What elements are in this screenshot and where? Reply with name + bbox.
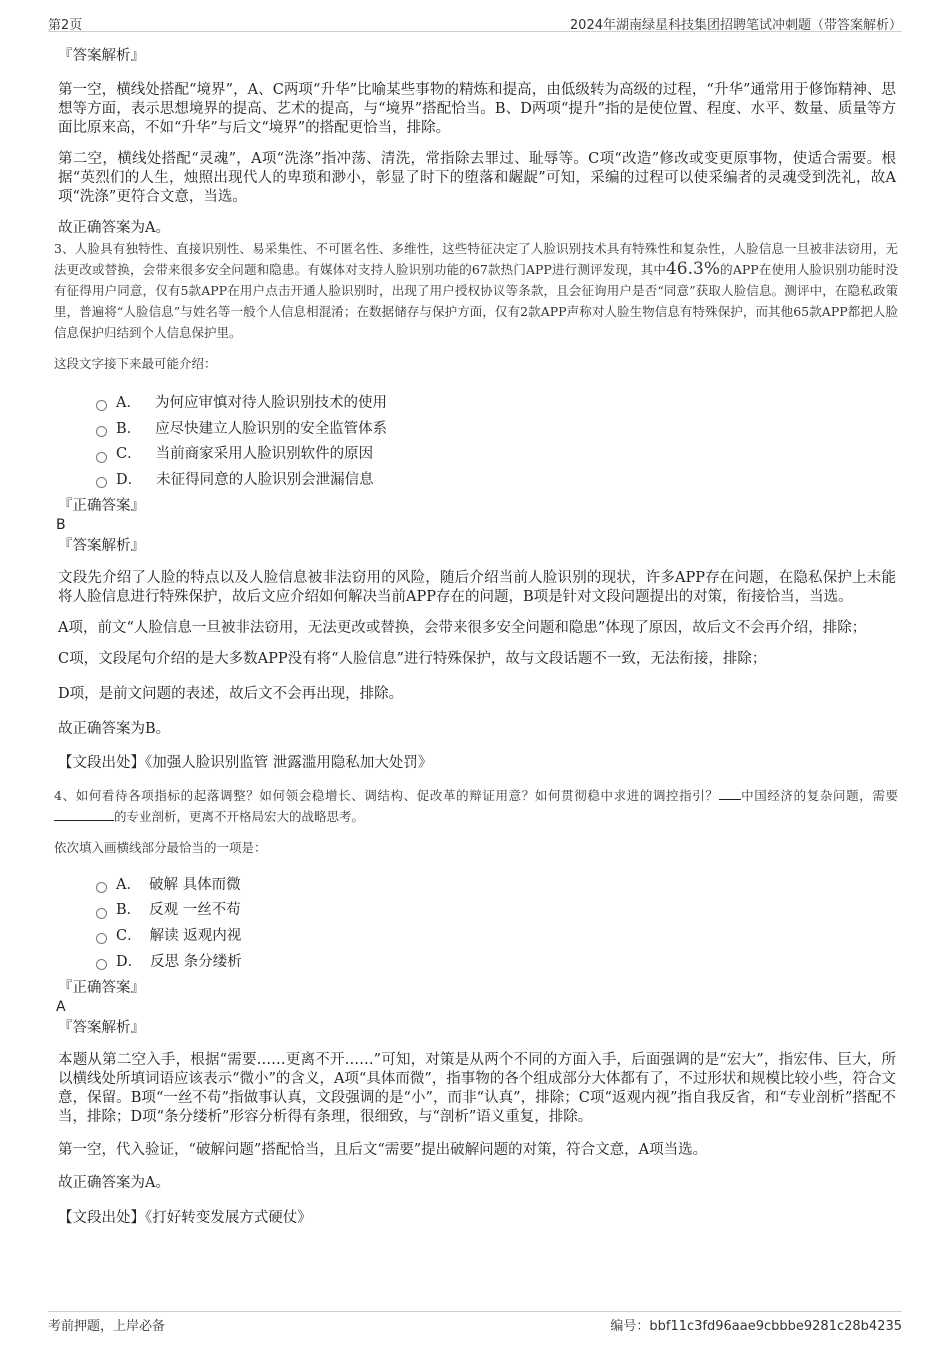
q4-stem-part-c: 的专业剖析，更离不开格局宏大的战略思考。 xyxy=(114,808,365,824)
option-letter: A． xyxy=(116,876,141,893)
q3-options xyxy=(96,391,902,494)
page-number: 第2页 xyxy=(48,18,83,33)
option-text: 应尽快建立人脸识别的安全监管体系 xyxy=(155,420,388,437)
option-letter: C． xyxy=(116,928,142,945)
q4-analysis-p1: 本题从第二空入手，根据“需要……更离不开……”可知，对策是从两个不同的方面入手，后面强调的是“宏大”，指宏伟、巨大，所以横线处所填词语应该表示“微小”的含义，A项“具体而微”，指事物的各个组成部分大体都有了，不过形状和规模比较小些，符合文意，保留。B项“一丝不苟”指做事认真，文段强调的是“小”，而非“认真”，排除；C项“返观内视”指自我反省，和“专业剖析”搭配不当，排除；D项“条分缕析”形容分析得有条理，很细致，与“剖析”语义重复，排除。 xyxy=(58,1051,896,1125)
q2-analysis-p2: 第二空，横线处搭配“灵魂”，A项“洗涤”指冲荡、清洗，常指除去罪过、耻辱等。C项“改造”修改或变更原事物，使适合需要。根据“英烈们的人生，烛照出现代人的卑琐和渺小，彰显了时下的堕落和龌龊”可知，采编的过程可以使采编者的灵魂受到洗礼，故A项“洗涤”更符合文意，当选。 xyxy=(58,151,896,205)
q3-analysis-p4: D项，是前文问题的表述，故后文不会再出现，排除。 xyxy=(58,685,404,702)
radio-icon[interactable] xyxy=(96,908,107,919)
q2-analysis-p1: 第一空，横线处搭配“境界”，A、C两项“升华”比喻某些事物的精炼和提高，由低级转为高级的过程，“升华”通常用于修饰精神、思想等方面，表示思想境界的提高、艺术的提高，与“境界”搭配恰当。B、D两项“提升”指的是使位置、程度、水平、数量、质量等方面比原来高，不如“升华”与后文“境界”的搭配更恰当，排除。 xyxy=(58,82,896,136)
option-letter: C． xyxy=(116,446,142,463)
option-letter: D． xyxy=(116,953,143,970)
blank-2 xyxy=(54,809,114,821)
q4-analysis-label: 『答案解析』 xyxy=(58,1019,145,1036)
q4-conclusion: 故正确答案为A。 xyxy=(58,1174,170,1191)
q3-source: 【文段出处】《加强人脸识别监管 泄露滥用隐私加大处罚》 xyxy=(58,754,433,771)
q3-answer: B xyxy=(56,516,66,533)
q3-analysis-p3: C项，文段尾句介绍的是大多数APP没有将“人脸信息”进行特殊保护，故与文段话题不一致，无法衔接，排除； xyxy=(58,650,767,667)
option-text: 解读 返观内视 xyxy=(149,928,242,945)
q4-options xyxy=(96,873,902,976)
page-footer xyxy=(48,1311,902,1333)
option-text: 当前商家采用人脸识别软件的原因 xyxy=(155,446,374,463)
radio-icon[interactable] xyxy=(96,452,107,463)
q3-analysis-label: 『答案解析』 xyxy=(58,537,145,554)
q4-source: 【文段出处】《打好转变发展方式硬仗》 xyxy=(58,1209,312,1226)
radio-icon[interactable] xyxy=(96,959,107,970)
q4-stem-part-b: 中国经济的复杂问题，需要 xyxy=(740,787,898,803)
q3-percent: 46.3% xyxy=(665,259,720,279)
q4-prompt: 依次填入画横线部分最恰当的一项是： xyxy=(54,839,267,855)
option-letter: B． xyxy=(116,902,142,919)
q4-answer: A xyxy=(56,998,66,1015)
option-text: 未征得同意的人脸识别会泄漏信息 xyxy=(156,472,374,489)
option-letter: D． xyxy=(116,472,143,489)
q3-answer-label: 『正确答案』 xyxy=(58,497,145,514)
q4-option-b[interactable] xyxy=(96,898,902,924)
footer-slogan: 考前押题，上岸必备 xyxy=(48,1319,166,1334)
q3-conclusion: 故正确答案为B。 xyxy=(58,720,171,737)
option-text: 为何应审慎对待人脸识别技术的使用 xyxy=(154,395,387,411)
q4-stem xyxy=(54,785,898,827)
q4-answer-label: 『正确答案』 xyxy=(58,979,145,996)
q3-analysis-p2: A项，前文“人脸信息一旦被非法窃用，无法更改或替换，会带来很多安全问题和隐患”体现了原因，故后文不会再介绍，排除； xyxy=(58,619,867,636)
option-text: 反思 条分缕析 xyxy=(150,953,242,970)
q3-stem-part-b: 的APP在使用人脸识别功能时没有征得用户同意，仅有5款APP在用户点击开通人脸识别时，出现了用户授权协议等条款，且会征询用户是否“同意”获取人脸信息。测评中，在隐私政策里，普遍将“人脸信息”与姓名等一般个人信息相混淆；在数据储存与保护方面，仅有2款APP声称对人脸生物信息有特殊保护，而其他65款APP都把人脸信息保护归结到个人信息保护里。 xyxy=(54,262,898,340)
radio-icon[interactable] xyxy=(96,477,107,488)
q3-option-a[interactable] xyxy=(96,391,902,417)
q3-option-d[interactable] xyxy=(96,468,902,494)
q3-analysis-p1: 文段先介绍了人脸的特点以及人脸信息被非法窃用的风险，随后介绍当前人脸识别的现状，许多APP存在问题，在隐私保护上未能将人脸信息进行特殊保护，故后文应介绍如何解决当前APP存在的问题，B项是针对文段问题提出的对策，衔接恰当，当选。 xyxy=(58,569,896,605)
q3-option-b[interactable] xyxy=(96,417,902,443)
blank-1 xyxy=(719,788,741,800)
document-id: 编号：bbf11c3fd96aae9cbbbe9281c28b4235 xyxy=(610,1319,902,1334)
q2-conclusion: 故正确答案为A。 xyxy=(58,220,170,236)
option-text: 破解 具体而微 xyxy=(148,876,241,893)
radio-icon[interactable] xyxy=(96,400,107,411)
radio-icon[interactable] xyxy=(96,933,107,944)
document-title: 2024年湖南绿星科技集团招聘笔试冲刺题（带答案解析） xyxy=(569,18,902,33)
document-body xyxy=(56,44,902,1228)
q4-option-d[interactable] xyxy=(96,950,902,976)
q3-prompt: 这段文字接下来最可能介绍： xyxy=(54,356,217,371)
q4-option-c[interactable] xyxy=(96,924,902,950)
q2-analysis-label: 『答案解析』 xyxy=(58,48,145,64)
radio-icon[interactable] xyxy=(96,426,107,437)
radio-icon[interactable] xyxy=(96,882,107,893)
option-letter: A． xyxy=(116,395,141,411)
q3-option-c[interactable] xyxy=(96,442,902,468)
option-letter: B． xyxy=(116,420,142,437)
q3-stem xyxy=(54,238,898,343)
option-text: 反观 一丝不苟 xyxy=(149,902,241,919)
q4-stem-part-a: 4、如何看待各项指标的起落调整？如何领会稳增长、调结构、促改革的辩证用意？如何贯彻稳中求进的调控指引？ xyxy=(54,787,719,803)
page-header xyxy=(48,12,902,32)
q4-option-a[interactable] xyxy=(96,873,902,899)
q4-analysis-p2: 第一空，代入验证，“破解问题”搭配恰当，且后文“需要”提出破解问题的对策，符合文意，A项当选。 xyxy=(58,1141,708,1158)
q3-stem-part-a: 3、人脸具有独特性、直接识别性、易采集性、不可匿名性、多维性，这些特征决定了人脸识别技术具有特殊性和复杂性，人脸信息一旦被非法窃用，无法更改或替换，会带来很多安全问题和隐患。有媒体对支持人脸识别功能的67款热门APP进行测评发现，其中 xyxy=(54,241,898,277)
